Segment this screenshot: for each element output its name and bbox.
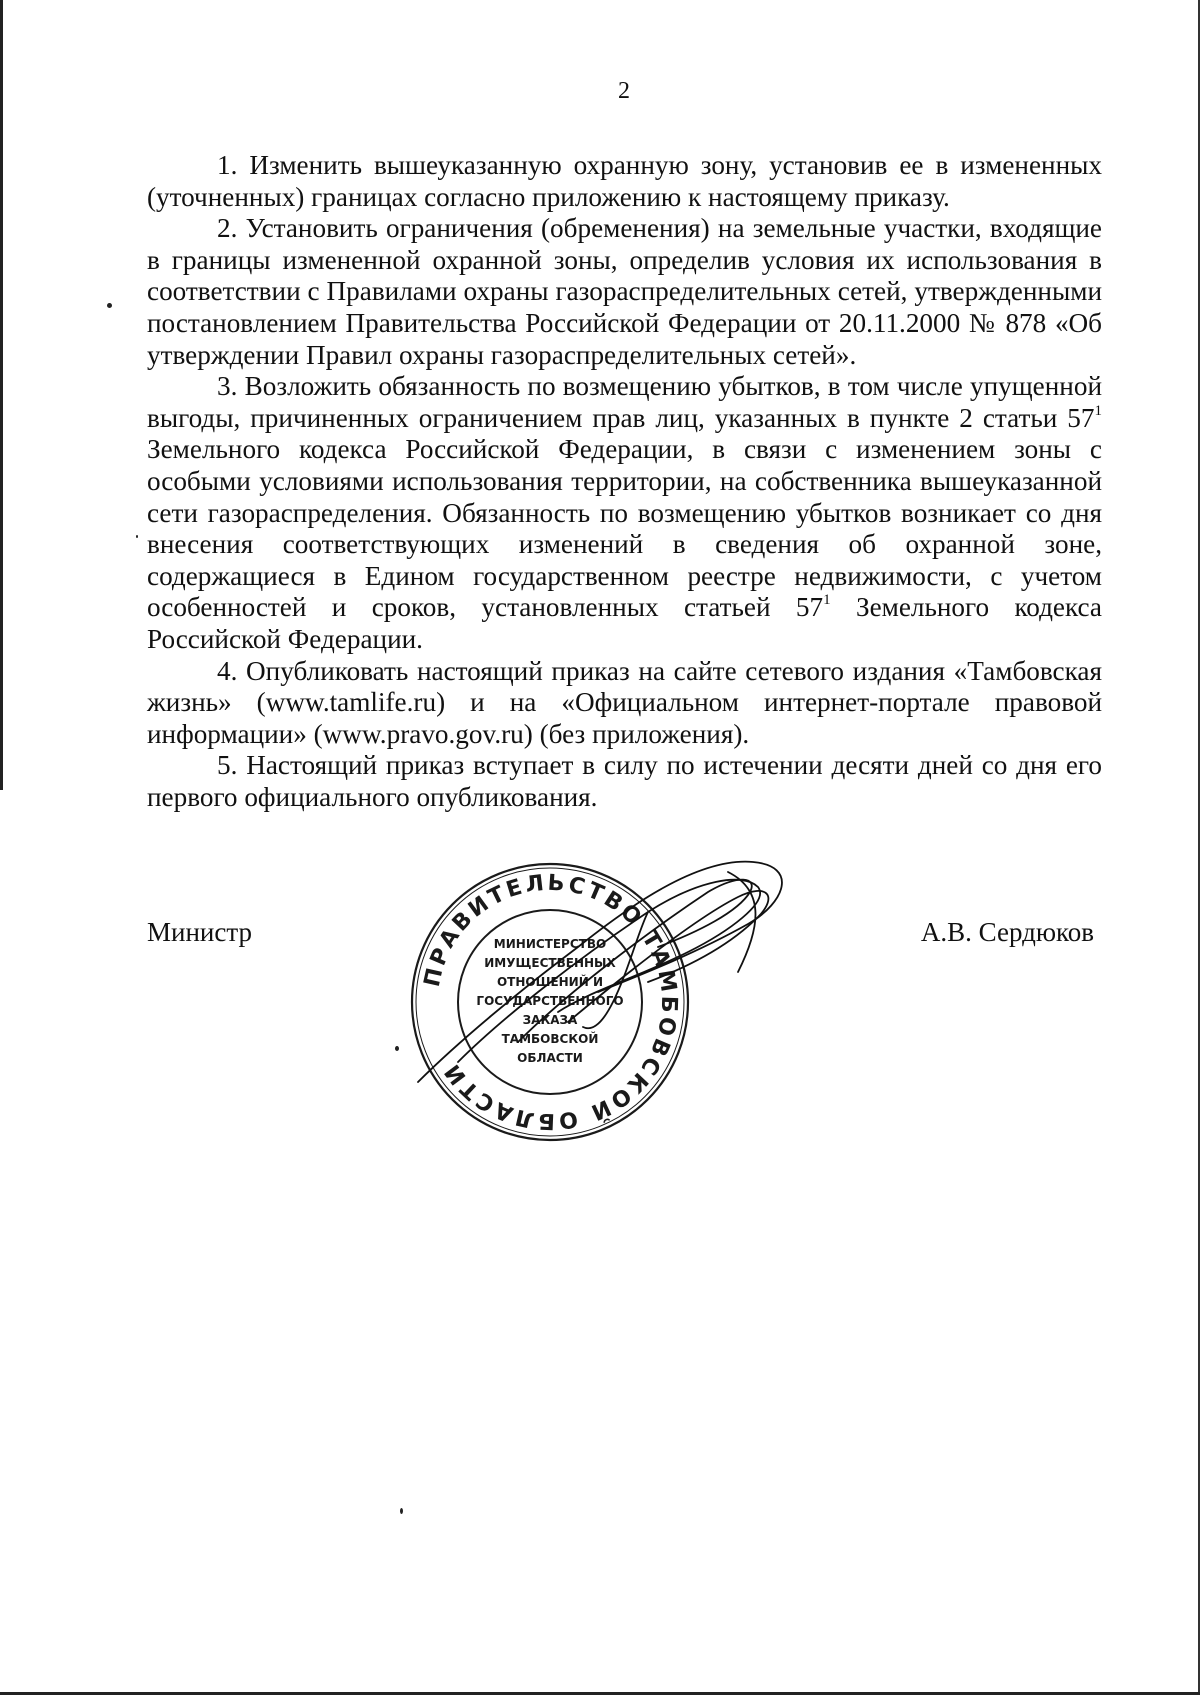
stamp-line-4: ГОСУДАРСТВЕННОГО [476, 994, 624, 1008]
stamp-line-2: ИМУЩЕСТВЕННЫХ [484, 956, 616, 970]
superscript-1: 1 [1094, 402, 1102, 419]
paragraph-1: 1. Изменить вышеуказанную охранную зону, установив ее в измененных (уточненных) границах согласно приложению к настоящему приказу. [147, 150, 1102, 212]
paragraph-3-part-2: Земельного кодекса Российской Федерации, в связи с изменением зоны с особыми условиями использования территории, на собственника вышеуказанной сети газораспределения. Обязанность по возмещению убытков возникает со дня внесения соответствующих изменений в сведения об охранной зоне, содержащиеся в Едином государственном реестре недвижимости, с учетом особенностей и сроков, установленных статьей 57 [147, 434, 1102, 623]
scan-left-edge [0, 0, 3, 790]
paragraph-5: 5. Настоящий приказ вступает в силу по истечении десяти дней со дня его первого официального опубликования. [147, 750, 1102, 812]
paragraph-3 [147, 371, 1102, 655]
stamp-seal-icon [398, 852, 838, 1142]
page-number: 2 [618, 78, 630, 104]
document-body [147, 150, 1102, 813]
signatory-position: Министр [147, 917, 252, 947]
scan-speck [400, 1508, 403, 1514]
scan-speck [107, 303, 112, 308]
stamp-line-6: ТАМБОВСКОЙ [501, 1032, 599, 1046]
scan-speck [395, 1046, 399, 1051]
stamp-line-7: ОБЛАСТИ [517, 1051, 583, 1065]
stamp-line-5: ЗАКАЗА [522, 1013, 578, 1027]
paragraph-2: 2. Установить ограничения (обременения) на земельные участки, входящие в границы измененной охранной зоны, определив условия их использования в соответствии с Правилами охраны газораспределительных сетей, утвержденными постановлением Правительства Российской Федерации от 20.11.2000 № 878 «Об утверждении Правил охраны газораспределительных сетей». [147, 213, 1102, 370]
paragraph-3-part-3: Земельного кодекса Российской Федерации. [147, 592, 1102, 654]
official-stamp [398, 852, 838, 1142]
superscript-2: 1 [823, 592, 831, 609]
scan-speck [136, 535, 138, 538]
signatory-name: А.В. Сердюков [920, 917, 1094, 947]
stamp-line-1: МИНИСТЕРСТВО [493, 937, 607, 951]
stamp-outer-text: ПРАВИТЕЛЬСТВО ТАМБОВСКОЙ ОБЛАСТИ [419, 870, 682, 1134]
paragraph-4: 4. Опубликовать настоящий приказ на сайте сетевого издания «Тамбовская жизнь» (www.tamlife.ru) и на «Официальном интернет-портале правовой информации» (www.pravo.gov.ru) (без приложения). [147, 655, 1102, 749]
stamp-line-3: ОТНОШЕНИЙ И [496, 975, 604, 989]
paragraph-3-part-1: 3. Возложить обязанность по возмещению убытков, в том числе упущенной выгоды, причиненных ограничением прав лиц, указанных в пункте 2 статьи 57 [147, 371, 1102, 433]
